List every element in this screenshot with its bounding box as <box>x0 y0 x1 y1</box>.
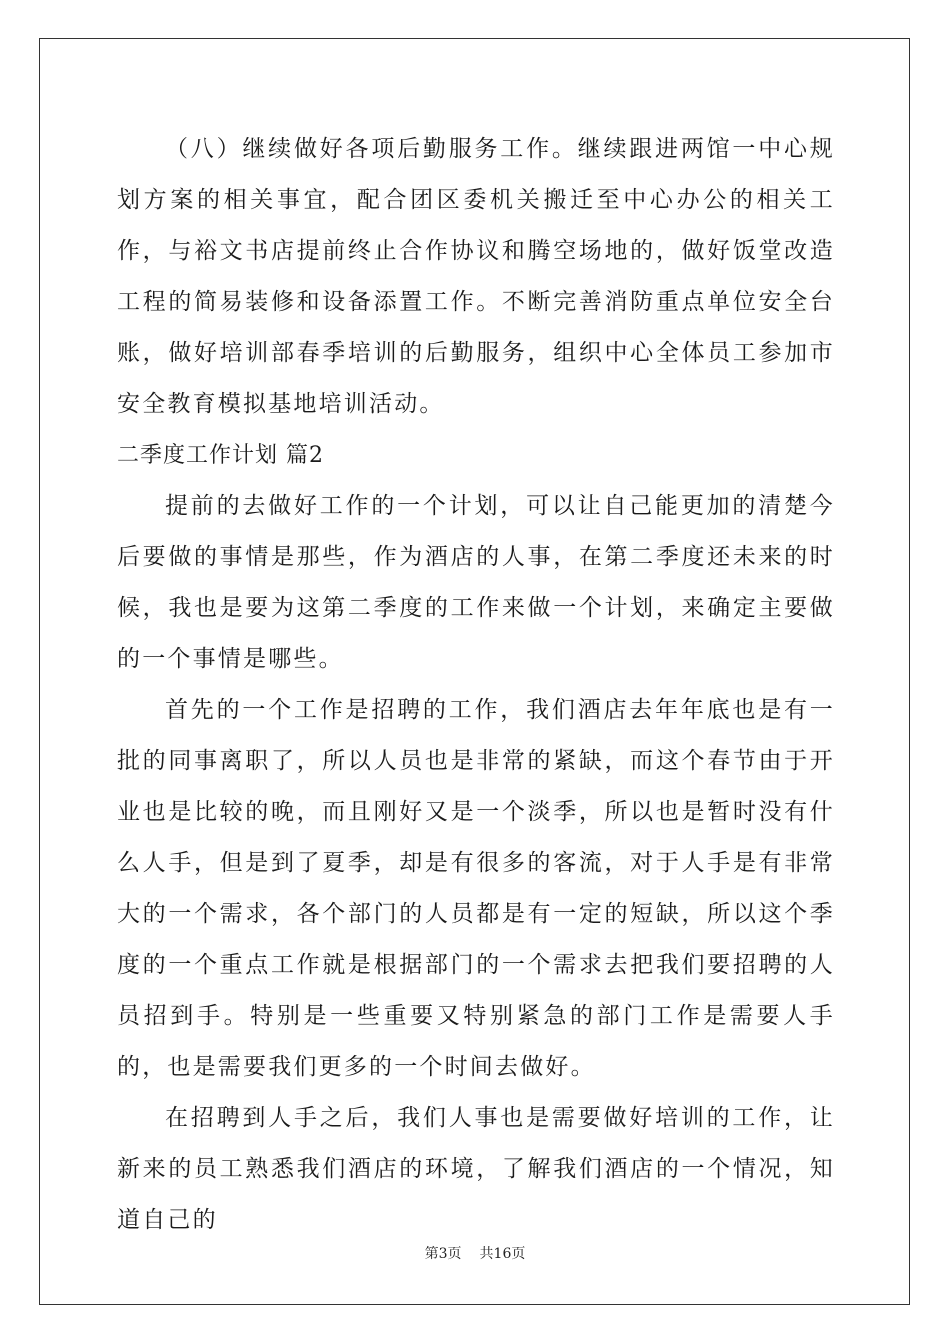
paragraph-recruitment: 首先的一个工作是招聘的工作，我们酒店去年年底也是有一批的同事离职了，所以人员也是非常的紧缺，而这个春节由于开业也是比较的晚，而且刚好又是一个淡季，所以也是暂时没有什么人手，但是到了夏季，却是有很多的客流，对于人手是有非常大的一个需求，各个部门的人员都是有一定的短缺，所以这个季度的一个重点工作就是根据部门的一个需求去把我们要招聘的人员招到手。特别是一些重要又特别紧急的部门工作是需要人手的，也是需要我们更多的一个时间去做好。 <box>117 697 835 1080</box>
paragraph-logistics: （八）继续做好各项后勤服务工作。继续跟进两馆一中心规划方案的相关事宜，配合团区委机关搬迁至中心办公的相关工作，与裕文书店提前终止合作协议和腾空场地的，做好饭堂改造工程的简易装修和设备添置工作。不断完善消防重点单位安全台账，做好培训部春季培训的后勤服务，组织中心全体员工参加市安全教育模拟基地培训活动。 <box>117 136 835 417</box>
page-total: 共16页 <box>479 1246 526 1262</box>
paragraph-training: 在招聘到人手之后，我们人事也是需要做好培训的工作，让新来的员工熟悉我们酒店的环境，了解我们酒店的一个情况，知道自己的 <box>117 1105 835 1233</box>
paragraph-intro: 提前的去做好工作的一个计划，可以让自己能更加的清楚今后要做的事情是那些，作为酒店的人事，在第二季度还未来的时候，我也是要为这第二季度的工作来做一个计划，来确定主要做的一个事情是哪些。 <box>117 493 835 672</box>
page-number: 第3页 <box>424 1246 462 1262</box>
page-footer <box>0 1243 950 1263</box>
section-heading: 二季度工作计划 篇2 <box>117 443 324 468</box>
document-body <box>117 124 835 1246</box>
